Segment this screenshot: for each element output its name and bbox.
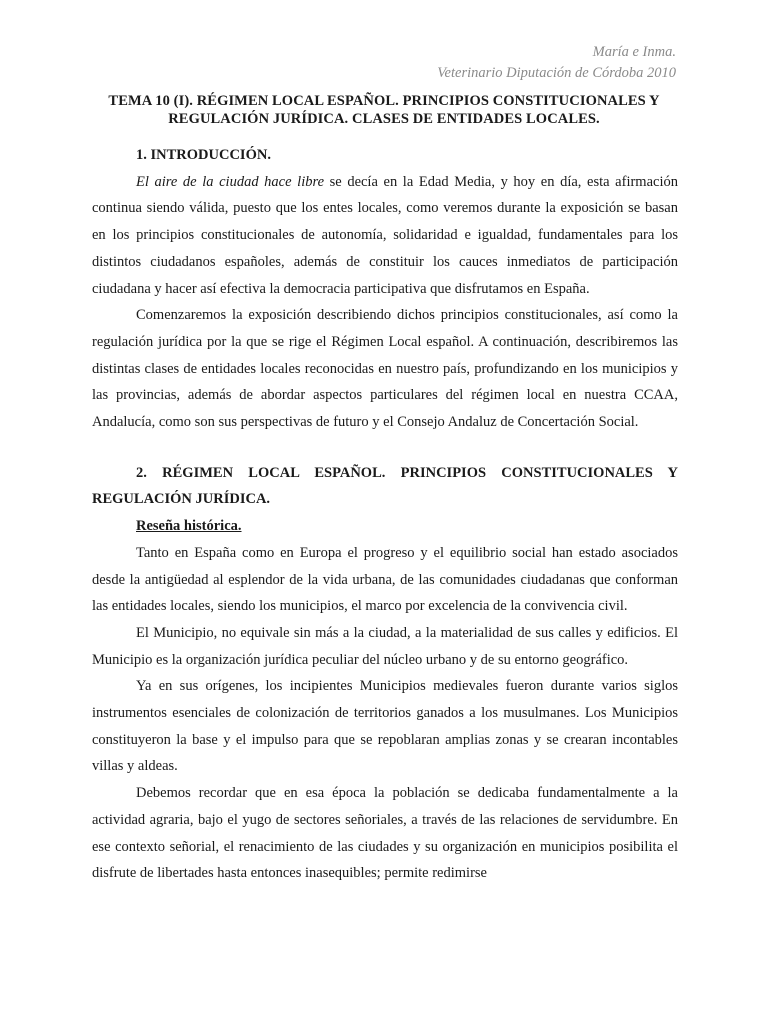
document-title [88,92,680,128]
intro-paragraph-1-text: se decía en la Edad Media, y hoy en día, esta afirmación continua siendo válida, puesto que los entes locales, como veremos durante la exposición se basan en los principios constitucionales de autonomía, solidaridad e igualdad, fundamentales para los distintos ciudadanos españoles, además de constituir los cauces inmediatos de participación ciudadana y hacer así efectiva la democracia participativa que disfrutamos en España. [92,173,678,297]
section2-paragraph-4: Debemos recordar que en esa época la población se dedicaba fundamentalmente a la actividad agraria, bajo el yugo de sectores señoriales, a través de las relaciones de servidumbre. En ese contexto señorial, el renacimiento de las ciudades y su organización en municipios posibilita el disfrute de libertades hasta entonces inasequibles; permite redimirse [92,785,678,882]
section-heading-regimen-local: 2. RÉGIMEN LOCAL ESPAÑOL. PRINCIPIOS CONSTITUCIONALES Y REGULACIÓN JURÍDICA. [92,464,678,508]
title-line-1: TEMA 10 (I). RÉGIMEN LOCAL ESPAÑOL. PRINCIPIOS CONSTITUCIONALES Y [108,93,660,109]
title-line-2: REGULACIÓN JURÍDICA. CLASES DE ENTIDADES LOCALES. [168,111,600,127]
section-heading-introduccion: 1. INTRODUCCIÓN. [136,147,271,163]
intro-quote: El aire de la ciudad hace libre [136,173,325,190]
intro-paragraph-1 [92,169,678,303]
document-body [92,142,678,887]
section2-paragraph-1: Tanto en España como en Europa el progreso y el equilibrio social han estado asociados desde la antigüedad al esplendor de la vida urbana, de las comunidades ciudadanas que conforman las entidades locales, siendo los municipios, el marco por excelencia de la convivencia civil. [92,544,678,615]
page-header [437,42,676,84]
header-subtitle: Veterinario Diputación de Córdoba 2010 [437,65,676,81]
section2-paragraph-2: El Municipio, no equivale sin más a la ciudad, a la materialidad de sus calles y edificios. El Municipio es la organización jurídica peculiar del núcleo urbano y de su entorno geográfico. [92,624,678,668]
subheading-resena-historica: Reseña histórica. [136,518,242,535]
header-authors: María e Inma. [592,44,676,60]
section2-paragraph-3: Ya en sus orígenes, los incipientes Municipios medievales fueron durante varios siglos instrumentos esenciales de colonización de territorios ganados a los musulmanes. Los Municipios constituyeron la base y el impulso para que se repoblaran amplias zonas y se crearan incontables villas y aldeas. [92,678,678,775]
intro-paragraph-2: Comenzaremos la exposición describiendo dichos principios constitucionales, así como la regulación jurídica por la que se rige el Régimen Local español. A continuación, describiremos las distintas clases de entidades locales reconocidas en nuestro país, profundizando en los municipios y las provincias, además de abordar aspectos particulares del régimen local en nuestra CCAA, Andalucía, como son sus perspectivas de futuro y el Consejo Andaluz de Concertación Social. [92,307,678,431]
